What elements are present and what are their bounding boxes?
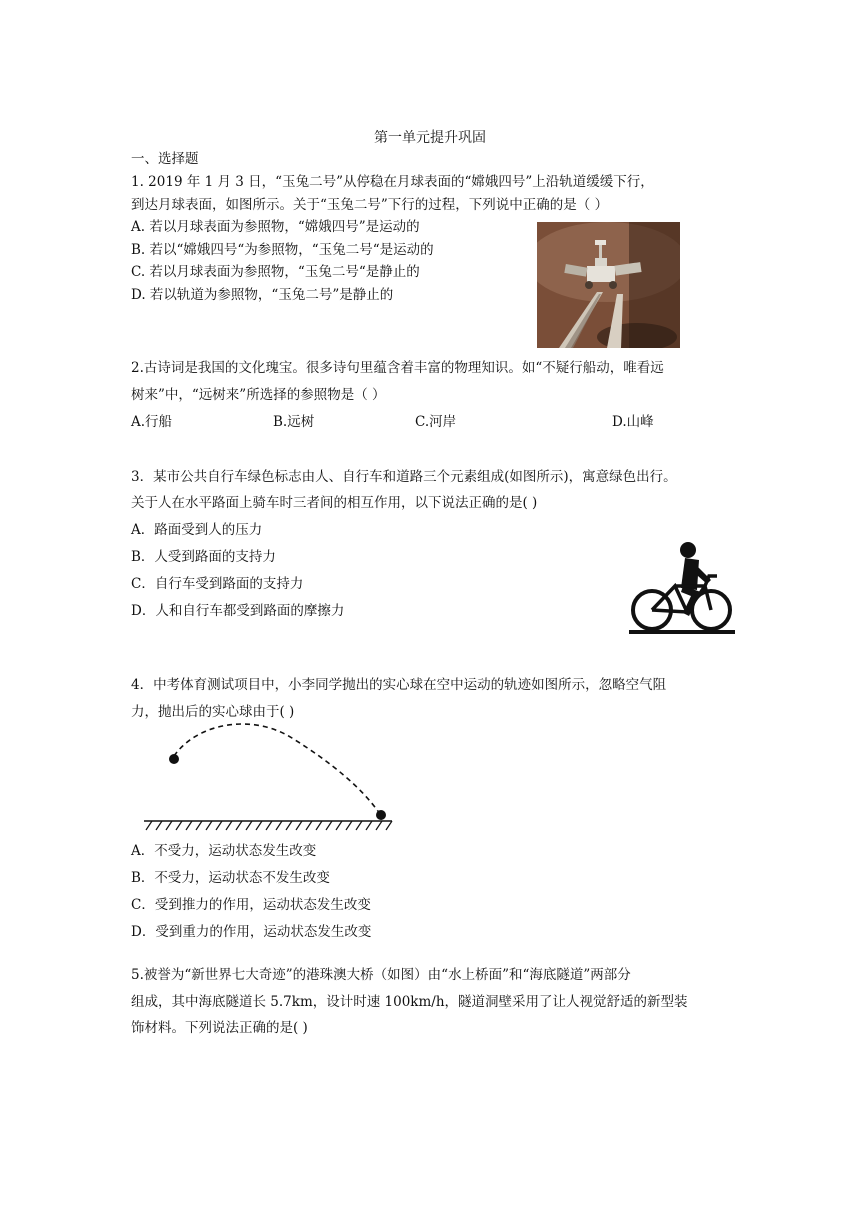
q2-stem-line1: 2.古诗词是我国的文化瑰宝。很多诗句里蕴含着丰富的物理知识。如“不疑行船动，唯看远 xyxy=(131,360,664,376)
q5-stem-line3: 饰材料。下列说法正确的是( ) xyxy=(131,1020,308,1036)
q2-option-a: A.行船 xyxy=(131,414,173,430)
q3-option-d: D．人和自行车都受到路面的摩擦力 xyxy=(131,603,345,619)
cyclist-figure xyxy=(627,540,737,636)
ball-start-dot xyxy=(169,754,179,764)
q1-option-b: B. 若以“嫦娥四号“为参照物，“玉兔二号“是运动的 xyxy=(131,242,434,258)
q3-option-c: C．自行车受到路面的支持力 xyxy=(131,576,304,592)
q4-stem-line1: 4．中考体育测试项目中，小李同学抛出的实心球在空中运动的轨迹如图所示，忽略空气阻 xyxy=(131,677,667,693)
q4-option-c: C．受到推力的作用，运动状态发生改变 xyxy=(131,897,371,913)
page-title: 第一单元提升巩固 xyxy=(374,130,486,146)
q4-option-b: B．不受力，运动状态不发生改变 xyxy=(131,870,330,886)
q4-option-d: D．受到重力的作用，运动状态发生改变 xyxy=(131,924,372,940)
section-heading: 一、选择题 xyxy=(131,151,199,167)
q1-stem-line1: 1. 2019 年 1 月 3 日，“玉兔二号”从停稳在月球表面的“嫦娥四号”上沿轨道缓缓下行， xyxy=(131,174,654,190)
trajectory-diagram xyxy=(142,718,397,833)
q2-option-b: B.远树 xyxy=(273,414,315,430)
q2-option-d: D.山峰 xyxy=(612,414,654,430)
q1-stem-line2: 到达月球表面，如图所示。关于“玉兔二号”下行的过程，下列说中正确的是（ ） xyxy=(131,197,609,213)
q4-stem-line2: 力，抛出后的实心球由于( ) xyxy=(131,704,295,720)
q1-option-a: A. 若以月球表面为参照物，“嫦娥四号”是运动的 xyxy=(131,219,420,235)
q3-option-a: A．路面受到人的压力 xyxy=(131,522,263,538)
q5-stem-line1: 5.被誉为“新世界七大奇迹”的港珠澳大桥（如图）由“水上桥面”和“海底隧道”两部分 xyxy=(131,967,631,983)
q1-option-d: D. 若以轨道为参照物，“玉兔二号”是静止的 xyxy=(131,287,394,303)
q3-stem-line2: 关于人在水平路面上骑车时三者间的相互作用，以下说法正确的是( ) xyxy=(131,495,538,511)
q4-option-a: A．不受力，运动状态发生改变 xyxy=(131,843,317,859)
q3-option-b: B．人受到路面的支持力 xyxy=(131,549,276,565)
q2-option-c: C.河岸 xyxy=(415,414,457,430)
lunar-rover-photo xyxy=(537,222,680,348)
q2-stem-line2: 树来”中，“远树来”所选择的参照物是（ ） xyxy=(131,387,386,403)
ball-end-dot xyxy=(376,810,386,820)
q5-stem-line2: 组成，其中海底隧道长 5.7km，设计时速 100km/h，隧道洞壁采用了让人视觉舒适的新型装 xyxy=(131,994,688,1010)
q1-option-c: C. 若以月球表面为参照物，“玉兔二号“是静止的 xyxy=(131,264,420,280)
q3-stem-line1: 3．某市公共自行车绿色标志由人、自行车和道路三个元素组成(如图所示)，寓意绿色出行。 xyxy=(131,469,677,485)
